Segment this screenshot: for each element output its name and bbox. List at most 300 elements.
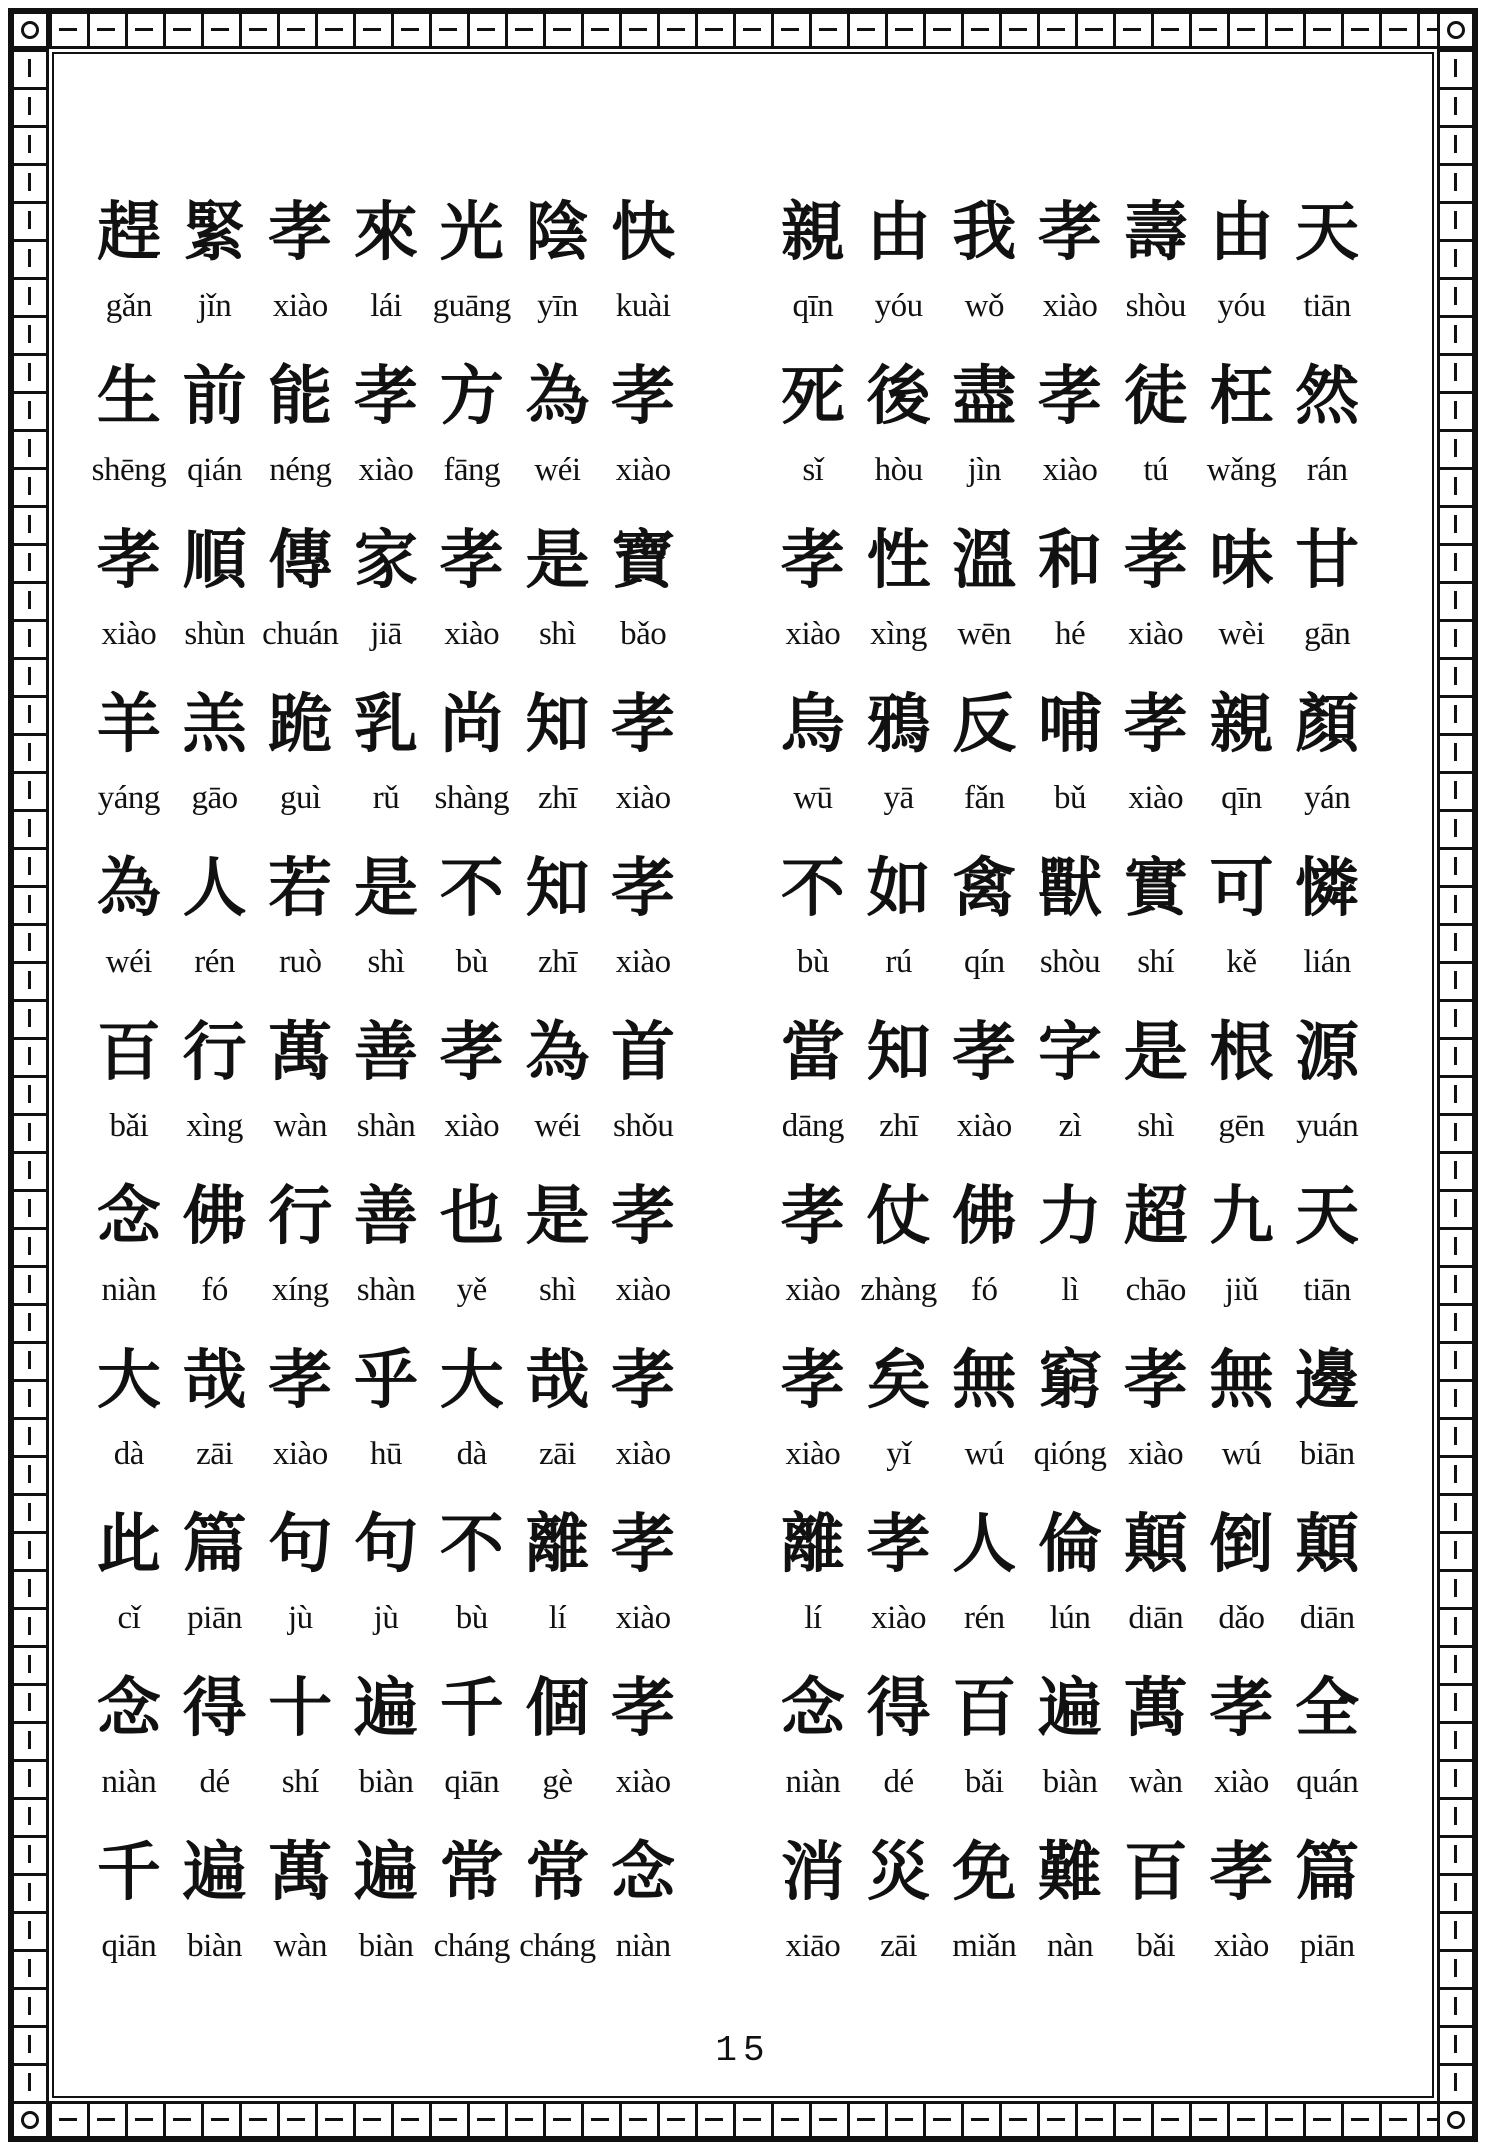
pinyin-syllable: xiào: [785, 1436, 841, 1472]
pinyin-syllable: shùn: [184, 616, 245, 652]
hanzi-character: 反: [952, 688, 1017, 762]
pinyin-syllable: lí: [804, 1600, 822, 1636]
hanzi-character: 萬: [1123, 1672, 1188, 1746]
pinyin-syllable: wǒ: [964, 288, 1004, 324]
pinyin-syllable: shì: [1137, 1108, 1175, 1144]
pinyin-syllable: néng: [269, 452, 332, 488]
pinyin-syllable: tiān: [1303, 288, 1351, 324]
pinyin-syllable: dà: [113, 1436, 144, 1472]
hanzi-character: 千: [439, 1672, 504, 1746]
pinyin-syllable: cǐ: [117, 1600, 141, 1636]
hanzi-character: 傳: [268, 524, 333, 598]
corner-ornament-icon: [11, 11, 49, 49]
pinyin-syllable: dāng: [781, 1108, 844, 1144]
hanzi-character: 善: [354, 1016, 419, 1090]
pinyin-syllable: wéi: [105, 944, 152, 980]
hanzi-character: 常: [525, 1836, 590, 1910]
pinyin-row: [86, 942, 686, 982]
hanzi-row: [770, 1010, 1370, 1096]
hanzi-character: 可: [1209, 852, 1274, 926]
hanzi-character: 是: [525, 524, 590, 598]
pinyin-syllable: xiào: [615, 452, 671, 488]
pinyin-syllable: lún: [1049, 1600, 1091, 1636]
pinyin-syllable: kě: [1226, 944, 1257, 980]
hanzi-character: 孝: [611, 688, 676, 762]
pinyin-syllable: yě: [456, 1272, 487, 1308]
hanzi-character: 顛: [1123, 1508, 1188, 1582]
pinyin-syllable: kuài: [615, 288, 671, 324]
hanzi-character: 乳: [354, 688, 419, 762]
hanzi-character: 天: [1295, 1180, 1360, 1254]
hanzi-character: 來: [354, 196, 419, 270]
pinyin-syllable: xiào: [785, 616, 841, 652]
pinyin-syllable: lí: [548, 1600, 567, 1636]
hanzi-character: 念: [96, 1180, 161, 1254]
hanzi-character: 人: [182, 852, 247, 926]
corner-ornament-icon: [11, 2101, 49, 2139]
pinyin-syllable: zhī: [538, 944, 577, 980]
pinyin-syllable: xiào: [1042, 288, 1098, 324]
pinyin-syllable: ruò: [279, 944, 322, 980]
pinyin-syllable: lián: [1303, 944, 1351, 980]
pinyin-syllable: gāo: [191, 780, 238, 816]
hanzi-character: 然: [1295, 360, 1360, 434]
hanzi-character: 百: [96, 1016, 161, 1090]
hanzi-character: 是: [525, 1180, 590, 1254]
verse-line: [86, 1010, 686, 1174]
pinyin-syllable: tú: [1143, 452, 1169, 488]
hanzi-row: [770, 518, 1370, 604]
pinyin-syllable: xiào: [101, 616, 157, 652]
hanzi-row: [770, 190, 1370, 276]
pinyin-row: [86, 450, 686, 490]
pinyin-syllable: shàn: [356, 1108, 416, 1144]
hanzi-row: [86, 1174, 686, 1260]
hanzi-character: 離: [780, 1508, 845, 1582]
hanzi-character: 遍: [182, 1836, 247, 1910]
hanzi-character: 鴉: [866, 688, 931, 762]
hanzi-character: 萬: [268, 1836, 333, 1910]
hanzi-character: 前: [182, 360, 247, 434]
pinyin-syllable: yóu: [1217, 288, 1266, 324]
pinyin-row: [770, 614, 1370, 654]
pinyin-row: [86, 1926, 686, 1966]
pinyin-syllable: yán: [1304, 780, 1351, 816]
pinyin-syllable: gēn: [1218, 1108, 1265, 1144]
pinyin-syllable: shí: [1137, 944, 1175, 980]
verse-line: [770, 682, 1370, 846]
pinyin-syllable: miǎn: [952, 1928, 1017, 1964]
hanzi-character: 孝: [611, 1672, 676, 1746]
hanzi-character: 知: [866, 1016, 931, 1090]
hanzi-character: 孝: [1209, 1836, 1274, 1910]
hanzi-character: 趕: [96, 196, 161, 270]
pinyin-syllable: zì: [1058, 1108, 1082, 1144]
hanzi-character: 壽: [1123, 196, 1188, 270]
pinyin-syllable: xìng: [186, 1108, 243, 1144]
pinyin-row: [770, 1270, 1370, 1310]
hanzi-character: 生: [96, 360, 161, 434]
hanzi-character: 消: [780, 1836, 845, 1910]
hanzi-character: 無: [952, 1344, 1017, 1418]
pinyin-syllable: wú: [1221, 1436, 1262, 1472]
hanzi-character: 方: [439, 360, 504, 434]
pinyin-row: [86, 1270, 686, 1310]
pinyin-syllable: xiào: [1214, 1764, 1269, 1800]
fret-border-left: [11, 11, 49, 2139]
verse-line: [770, 1830, 1370, 1994]
hanzi-character: 孝: [439, 1016, 504, 1090]
verse-line: [770, 1174, 1370, 1338]
pinyin-row: [770, 942, 1370, 982]
hanzi-character: 遍: [354, 1672, 419, 1746]
hanzi-character: 首: [611, 1016, 676, 1090]
hanzi-character: 句: [268, 1508, 333, 1582]
pinyin-syllable: nàn: [1046, 1928, 1094, 1964]
hanzi-character: 甘: [1295, 524, 1360, 598]
pinyin-syllable: cháng: [519, 1928, 596, 1964]
pinyin-syllable: xiào: [272, 1436, 328, 1472]
pinyin-syllable: shǒu: [613, 1108, 674, 1144]
verse-line: [86, 190, 686, 354]
pinyin-syllable: bǎi: [109, 1108, 149, 1144]
pinyin-syllable: hé: [1054, 616, 1086, 652]
hanzi-character: 個: [525, 1672, 590, 1746]
hanzi-character: 孝: [1123, 688, 1188, 762]
pinyin-syllable: qīn: [792, 288, 834, 324]
pinyin-syllable: shì: [538, 616, 576, 652]
hanzi-character: 孝: [611, 1344, 676, 1418]
pinyin-syllable: xiào: [615, 1436, 671, 1472]
hanzi-character: 善: [354, 1180, 419, 1254]
pinyin-syllable: bù: [455, 1600, 488, 1636]
pinyin-syllable: biàn: [187, 1928, 242, 1964]
pinyin-syllable: lì: [1061, 1272, 1079, 1308]
pinyin-row: [86, 1434, 686, 1474]
hanzi-character: 寶: [611, 524, 676, 598]
pinyin-syllable: xiào: [1214, 1928, 1269, 1964]
pinyin-syllable: niàn: [101, 1272, 157, 1308]
hanzi-character: 顛: [1295, 1508, 1360, 1582]
hanzi-character: 快: [611, 196, 676, 270]
hanzi-character: 順: [182, 524, 247, 598]
verse-line: [86, 1338, 686, 1502]
pinyin-syllable: diān: [1299, 1600, 1355, 1636]
hanzi-row: [86, 1502, 686, 1588]
pinyin-syllable: shēng: [91, 452, 167, 488]
pinyin-syllable: biàn: [358, 1928, 414, 1964]
pinyin-syllable: tiān: [1303, 1272, 1351, 1308]
pinyin-syllable: xiào: [956, 1108, 1012, 1144]
hanzi-row: [770, 1666, 1370, 1752]
hanzi-character: 孝: [268, 196, 333, 270]
hanzi-character: 為: [96, 852, 161, 926]
pinyin-syllable: fó: [201, 1272, 228, 1308]
hanzi-character: 得: [182, 1672, 247, 1746]
pinyin-syllable: biàn: [1042, 1764, 1098, 1800]
verse-line: [86, 1830, 686, 1994]
hanzi-character: 不: [439, 1508, 504, 1582]
hanzi-character: 為: [525, 360, 590, 434]
verse-line: [86, 1174, 686, 1338]
hanzi-character: 能: [268, 360, 333, 434]
pinyin-syllable: chāo: [1125, 1272, 1186, 1308]
hanzi-character: 孝: [952, 1016, 1017, 1090]
pinyin-row: [86, 286, 686, 326]
verse-line: [86, 846, 686, 1010]
page-number: 15: [715, 2030, 771, 2071]
hanzi-character: 超: [1123, 1180, 1188, 1254]
hanzi-character: 為: [525, 1016, 590, 1090]
hanzi-row: [86, 1338, 686, 1424]
hanzi-character: 孝: [1038, 196, 1103, 270]
pinyin-syllable: jù: [287, 1600, 313, 1636]
pinyin-syllable: diān: [1128, 1600, 1184, 1636]
hanzi-character: 人: [952, 1508, 1017, 1582]
pinyin-syllable: quán: [1296, 1764, 1359, 1800]
verse-column-left: [86, 190, 686, 1994]
hanzi-character: 孝: [1123, 524, 1188, 598]
hanzi-character: 親: [780, 196, 845, 270]
pinyin-syllable: qióng: [1033, 1436, 1107, 1472]
hanzi-row: [770, 1830, 1370, 1916]
hanzi-character: 災: [866, 1836, 931, 1910]
pinyin-syllable: zāi: [196, 1436, 234, 1472]
verse-line: [86, 1502, 686, 1666]
pinyin-syllable: gè: [542, 1764, 573, 1800]
hanzi-character: 十: [268, 1672, 333, 1746]
pinyin-syllable: yáng: [97, 780, 160, 816]
hanzi-character: 百: [952, 1672, 1017, 1746]
pinyin-syllable: yǐ: [886, 1436, 911, 1472]
pinyin-syllable: jìn: [967, 452, 1001, 488]
hanzi-character: 由: [1209, 196, 1274, 270]
hanzi-character: 離: [525, 1508, 590, 1582]
hanzi-character: 念: [780, 1672, 845, 1746]
pinyin-syllable: bǔ: [1054, 780, 1087, 816]
hanzi-character: 顏: [1295, 688, 1360, 762]
hanzi-character: 源: [1295, 1016, 1360, 1090]
fret-border-bottom: [11, 2101, 1475, 2139]
pinyin-syllable: xiào: [358, 452, 414, 488]
pinyin-syllable: gǎn: [105, 288, 152, 324]
pinyin-syllable: jù: [373, 1600, 399, 1636]
pinyin-syllable: cháng: [433, 1928, 510, 1964]
hanzi-character: 家: [354, 524, 419, 598]
pinyin-syllable: piān: [1299, 1928, 1355, 1964]
pinyin-syllable: rén: [194, 944, 235, 980]
pinyin-syllable: yā: [883, 780, 914, 816]
pinyin-syllable: xiào: [615, 780, 671, 816]
pinyin-syllable: qián: [187, 452, 242, 488]
pinyin-syllable: zhī: [538, 780, 577, 816]
pinyin-syllable: zāi: [880, 1928, 918, 1964]
pinyin-syllable: xìng: [870, 616, 927, 652]
hanzi-character: 尚: [439, 688, 504, 762]
hanzi-character: 遍: [354, 1836, 419, 1910]
hanzi-character: 枉: [1209, 360, 1274, 434]
pinyin-syllable: bǎi: [1136, 1928, 1176, 1964]
hanzi-character: 孝: [611, 1180, 676, 1254]
hanzi-character: 天: [1295, 196, 1360, 270]
pinyin-syllable: chuán: [262, 616, 339, 652]
fret-border-right: [1437, 11, 1475, 2139]
hanzi-character: 禽: [952, 852, 1017, 926]
hanzi-character: 知: [525, 852, 590, 926]
pinyin-row: [86, 1762, 686, 1802]
pinyin-syllable: wàn: [273, 1928, 328, 1964]
pinyin-row: [770, 1926, 1370, 1966]
pinyin-row: [86, 614, 686, 654]
pinyin-syllable: niàn: [101, 1764, 157, 1800]
pinyin-syllable: shàng: [434, 780, 509, 816]
hanzi-row: [770, 1174, 1370, 1260]
verse-line: [86, 1666, 686, 1830]
hanzi-character: 孝: [96, 524, 161, 598]
pinyin-syllable: rén: [963, 1600, 1005, 1636]
pinyin-syllable: xiào: [1128, 780, 1184, 816]
pinyin-syllable: wéi: [534, 452, 581, 488]
hanzi-character: 羔: [182, 688, 247, 762]
pinyin-syllable: shì: [538, 1272, 576, 1308]
hanzi-character: 根: [1209, 1016, 1274, 1090]
hanzi-row: [86, 682, 686, 768]
hanzi-character: 窮: [1038, 1344, 1103, 1418]
pinyin-syllable: xíng: [271, 1272, 329, 1308]
hanzi-character: 我: [952, 196, 1017, 270]
pinyin-syllable: xiào: [1042, 452, 1098, 488]
verse-line: [770, 1666, 1370, 1830]
hanzi-character: 百: [1123, 1836, 1188, 1910]
hanzi-character: 免: [952, 1836, 1017, 1910]
hanzi-row: [86, 1830, 686, 1916]
hanzi-character: 篇: [1295, 1836, 1360, 1910]
pinyin-row: [770, 1762, 1370, 1802]
pinyin-syllable: shòu: [1039, 944, 1101, 980]
hanzi-character: 性: [866, 524, 931, 598]
pinyin-syllable: rán: [1306, 452, 1348, 488]
hanzi-character: 佛: [952, 1180, 1017, 1254]
pinyin-syllable: hòu: [874, 452, 923, 488]
hanzi-row: [770, 846, 1370, 932]
verse-line: [770, 354, 1370, 518]
hanzi-row: [86, 190, 686, 276]
hanzi-character: 常: [439, 1836, 504, 1910]
pinyin-syllable: shí: [281, 1764, 319, 1800]
hanzi-character: 不: [439, 852, 504, 926]
pinyin-syllable: xiào: [1128, 616, 1184, 652]
hanzi-character: 知: [525, 688, 590, 762]
hanzi-character: 念: [96, 1672, 161, 1746]
hanzi-character: 倒: [1209, 1508, 1274, 1582]
pinyin-syllable: qiān: [101, 1928, 157, 1964]
hanzi-character: 哉: [525, 1344, 590, 1418]
pinyin-syllable: shì: [367, 944, 405, 980]
hanzi-character: 孝: [439, 524, 504, 598]
pinyin-syllable: xiāo: [785, 1928, 841, 1964]
pinyin-syllable: dà: [456, 1436, 487, 1472]
hanzi-character: 後: [866, 360, 931, 434]
pinyin-syllable: piān: [187, 1600, 242, 1636]
pinyin-row: [86, 778, 686, 818]
pinyin-syllable: bǎo: [620, 616, 667, 652]
pinyin-syllable: bù: [455, 944, 488, 980]
hanzi-character: 全: [1295, 1672, 1360, 1746]
hanzi-character: 緊: [182, 196, 247, 270]
pinyin-syllable: zhàng: [860, 1272, 937, 1308]
pinyin-syllable: guāng: [432, 288, 511, 324]
hanzi-character: 大: [96, 1344, 161, 1418]
pinyin-syllable: bù: [796, 944, 829, 980]
hanzi-character: 是: [1123, 1016, 1188, 1090]
pinyin-row: [86, 1106, 686, 1146]
hanzi-character: 孝: [611, 852, 676, 926]
hanzi-character: 和: [1038, 524, 1103, 598]
hanzi-character: 如: [866, 852, 931, 926]
pinyin-syllable: xiào: [615, 1272, 671, 1308]
pinyin-syllable: dé: [883, 1764, 914, 1800]
hanzi-character: 大: [439, 1344, 504, 1418]
pinyin-syllable: qīn: [1221, 780, 1262, 816]
pinyin-syllable: hū: [370, 1436, 403, 1472]
hanzi-character: 行: [268, 1180, 333, 1254]
hanzi-character: 萬: [268, 1016, 333, 1090]
verse-line: [86, 682, 686, 846]
pinyin-row: [770, 1598, 1370, 1638]
hanzi-character: 孝: [1123, 1344, 1188, 1418]
hanzi-character: 烏: [780, 688, 845, 762]
verse-line: [770, 1338, 1370, 1502]
pinyin-syllable: wēn: [957, 616, 1012, 652]
verse-column-right: [770, 190, 1370, 1994]
pinyin-syllable: qiān: [444, 1764, 500, 1800]
pinyin-syllable: rǔ: [372, 780, 400, 816]
hanzi-character: 若: [268, 852, 333, 926]
pinyin-syllable: wū: [793, 780, 833, 816]
hanzi-character: 陰: [525, 196, 590, 270]
hanzi-character: 也: [439, 1180, 504, 1254]
hanzi-character: 字: [1038, 1016, 1103, 1090]
pinyin-syllable: wéi: [534, 1108, 581, 1144]
pinyin-row: [770, 286, 1370, 326]
hanzi-character: 仗: [866, 1180, 931, 1254]
pinyin-syllable: niàn: [785, 1764, 841, 1800]
hanzi-character: 矣: [866, 1344, 931, 1418]
corner-ornament-icon: [1437, 2101, 1475, 2139]
hanzi-character: 孝: [866, 1508, 931, 1582]
pinyin-syllable: xiào: [871, 1600, 926, 1636]
verse-line: [86, 518, 686, 682]
hanzi-character: 哺: [1038, 688, 1103, 762]
pinyin-syllable: rú: [885, 944, 912, 980]
hanzi-character: 孝: [780, 1344, 845, 1418]
pinyin-syllable: yuán: [1296, 1108, 1359, 1144]
hanzi-character: 篇: [182, 1508, 247, 1582]
pinyin-syllable: shòu: [1125, 288, 1186, 324]
hanzi-character: 溫: [952, 524, 1017, 598]
pinyin-syllable: guì: [279, 780, 321, 816]
hanzi-character: 哉: [182, 1344, 247, 1418]
pinyin-syllable: niàn: [615, 1928, 671, 1964]
hanzi-character: 獸: [1038, 852, 1103, 926]
pinyin-syllable: xiào: [1128, 1436, 1184, 1472]
hanzi-character: 句: [354, 1508, 419, 1582]
pinyin-row: [86, 1598, 686, 1638]
hanzi-character: 遍: [1038, 1672, 1103, 1746]
pinyin-syllable: jiā: [370, 616, 402, 652]
verse-line: [770, 846, 1370, 1010]
pinyin-syllable: fāng: [443, 452, 501, 488]
